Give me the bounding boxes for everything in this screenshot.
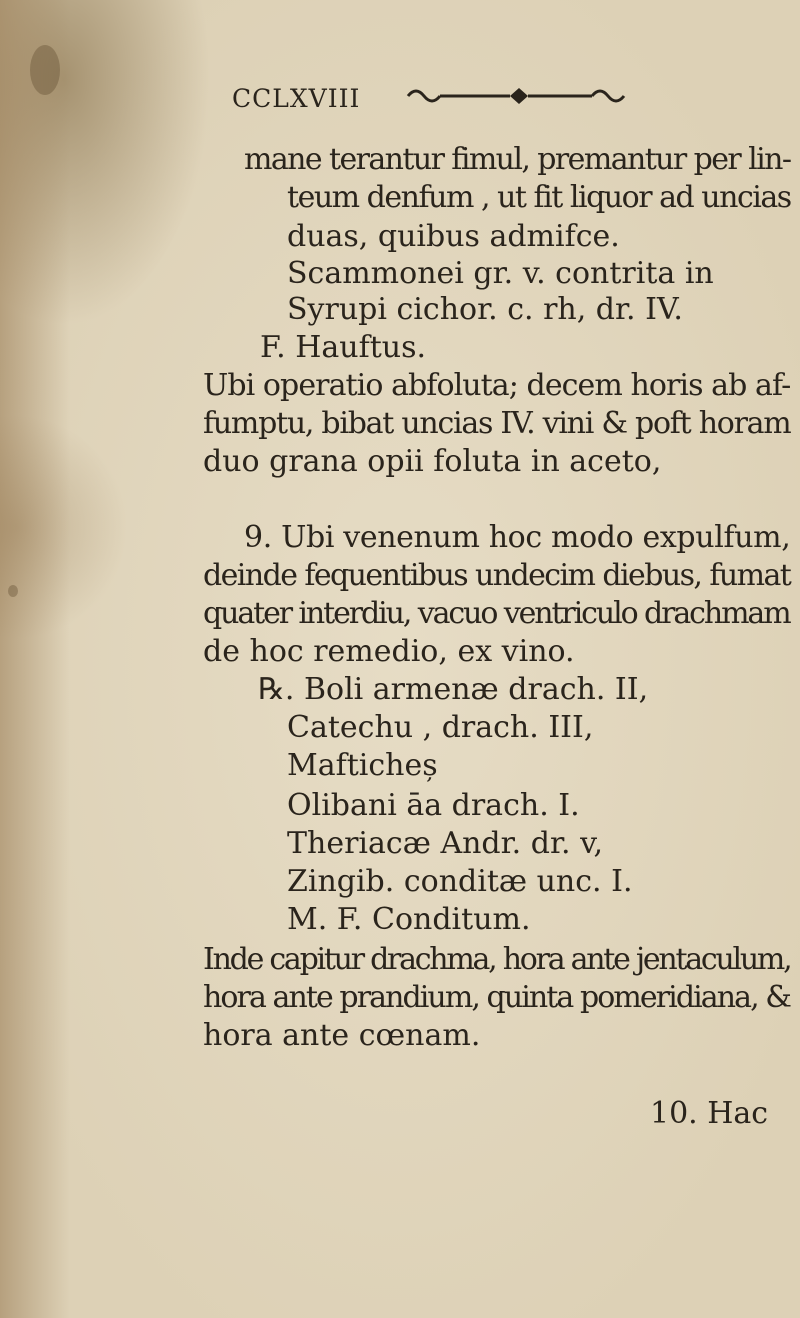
header-ornament (406, 84, 632, 112)
recipe-line: Catechu , drach. III, (287, 710, 594, 745)
text-line: Syrupi cichor. c. rh, dr. IV. (287, 292, 683, 327)
recipe-line: Theriacæ Andr. dr. v, (287, 826, 603, 861)
text-line: duas, quibus admifce. (287, 219, 620, 254)
recipe-line: Zingib. conditæ unc. I. (287, 864, 633, 899)
folio-number: CCLXVIII (232, 83, 361, 113)
text-line: hora ante prandium, quinta pomeridiana, & (203, 980, 791, 1015)
catchword: 10. Hac (650, 1096, 769, 1131)
text-line: Scammonei gr. v. contrita in (287, 256, 714, 291)
text-line: teum denfum , ut fit liquor ad uncias (287, 180, 791, 215)
text-line: mane terantur fimul, premantur per lin- (244, 142, 791, 177)
text-line: F. Hauftus. (260, 330, 426, 365)
text-line: quater interdiu, vacuo ventriculo drachmam (203, 596, 790, 631)
text-line: Ubi operatio abfoluta; decem horis ab af- (203, 368, 791, 403)
recipe-line: M. F. Conditum. (287, 902, 531, 937)
recipe-line: Olibani āa drach. I. (287, 788, 580, 823)
recipe-line: ℞. Boli armenæ drach. II, (258, 672, 649, 707)
text-line: hora ante cœnam. (203, 1018, 481, 1053)
page-edge-shadow (0, 0, 70, 1318)
text-line: duo grana opii foluta in aceto, (203, 444, 662, 479)
section-heading: 9. Ubi venenum hoc modo expulfum, (244, 520, 791, 555)
text-line: Inde capitur drachma, hora ante jentaculum, (203, 942, 791, 977)
text-line: de hoc remedio, ex vino. (203, 634, 575, 669)
recipe-line: Mafticheș (287, 748, 438, 783)
paper-stain (30, 45, 60, 95)
text-line: deinde fequentibus undecim diebus, fumat (203, 558, 791, 593)
paper-stain (8, 585, 18, 597)
text-line: fumptu, bibat uncias IV. vini & poft horam (203, 406, 791, 441)
page-header (232, 78, 632, 118)
